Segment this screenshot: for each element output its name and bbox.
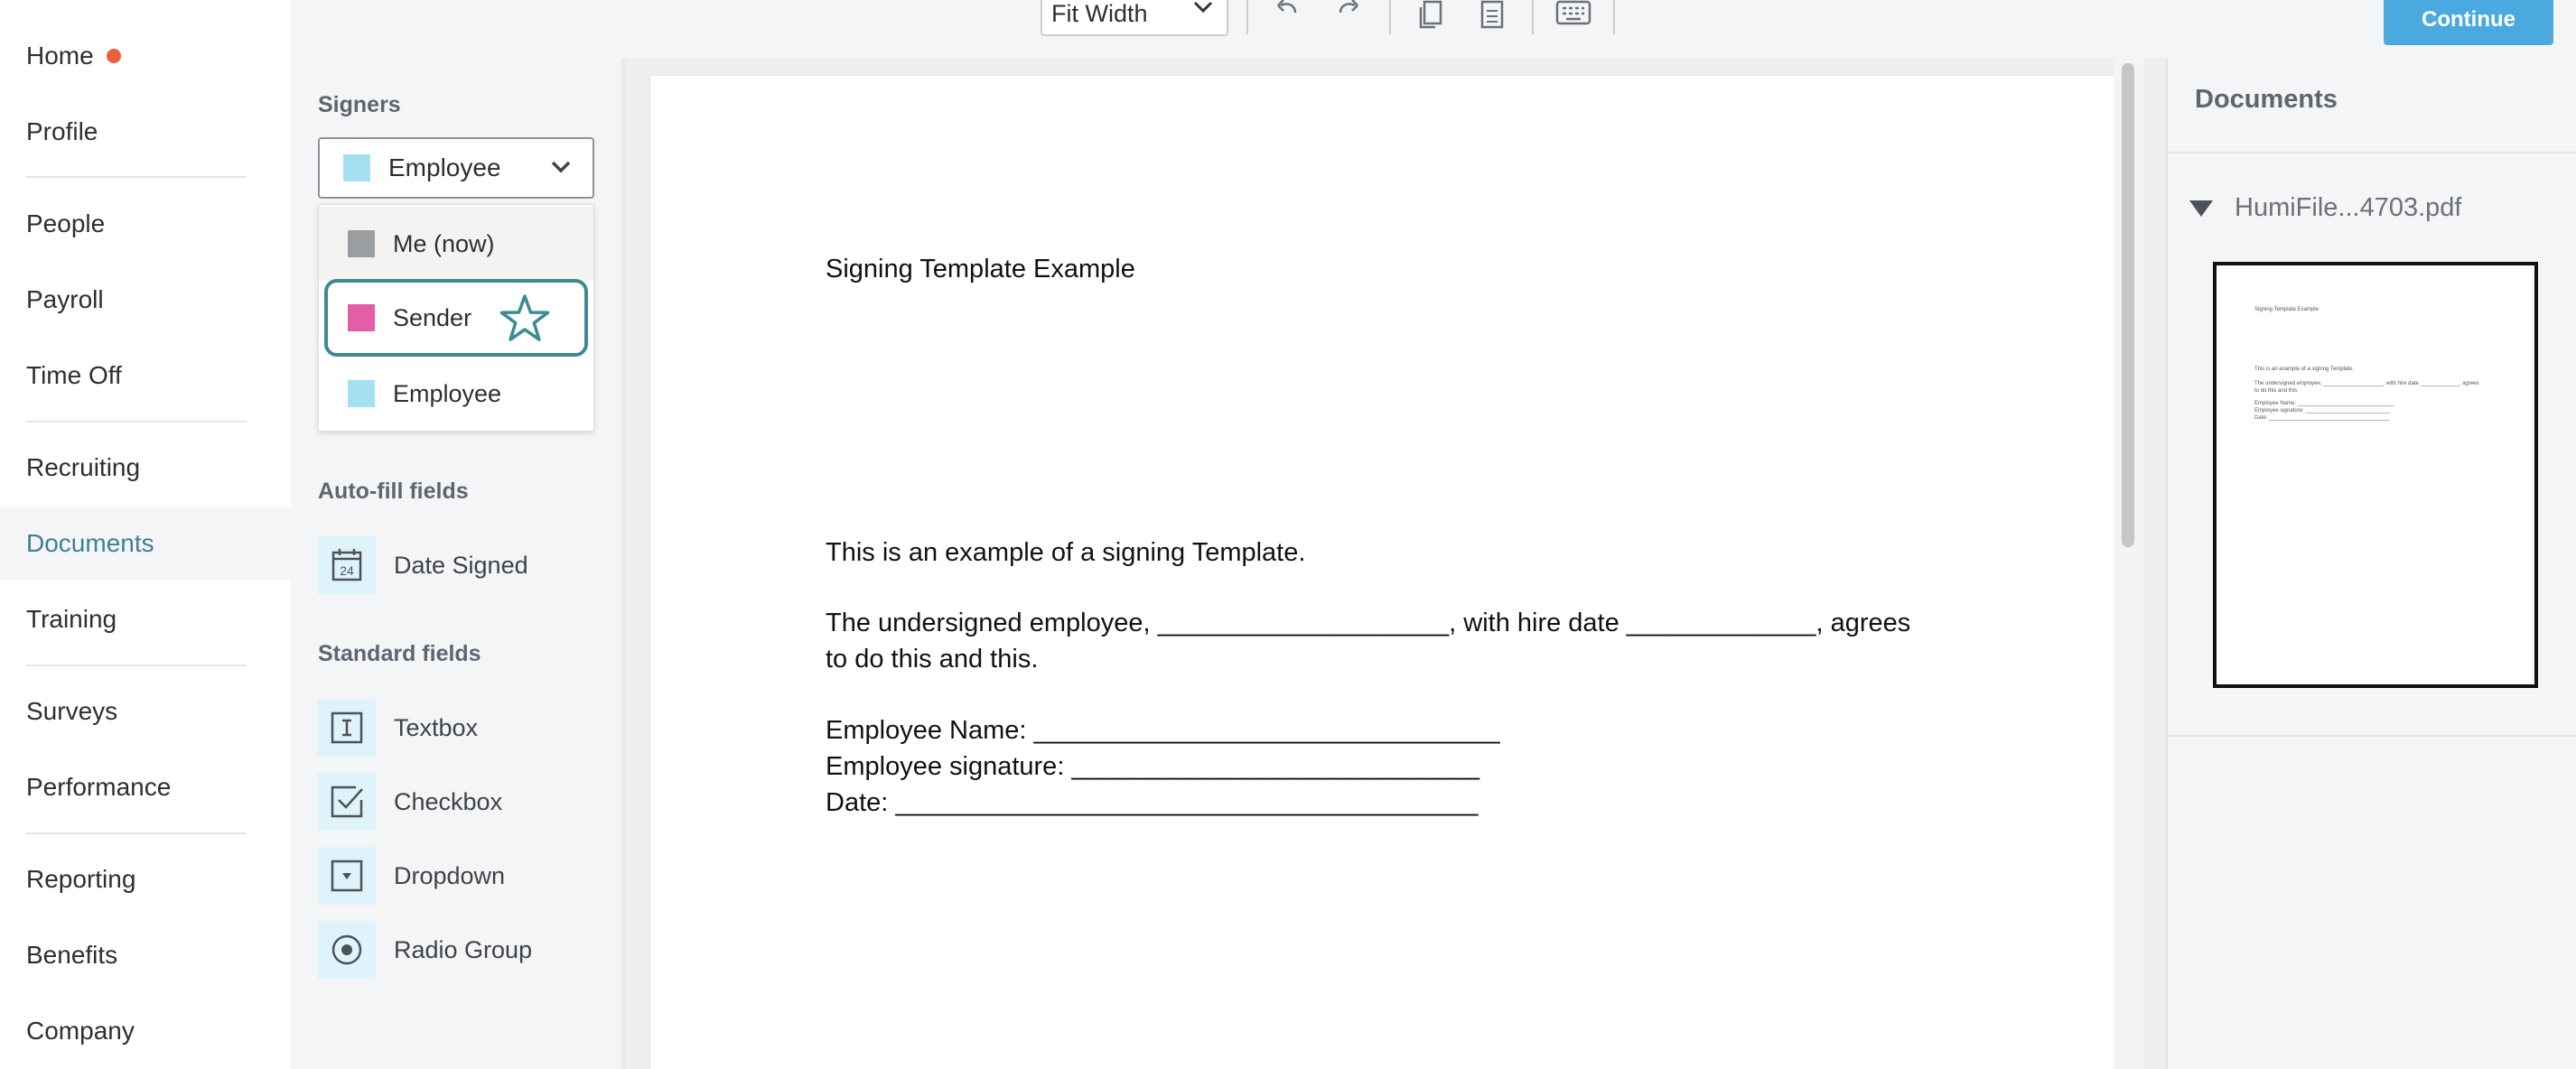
thumbnail-text: Employee Name: ________________________________ bbox=[2254, 401, 2394, 406]
signer-option-label: Sender bbox=[393, 303, 472, 331]
document-file-name: HumiFile...4703.pdf bbox=[2235, 193, 2462, 222]
nav-item-payroll[interactable] bbox=[0, 264, 291, 336]
field-date-signed[interactable] bbox=[318, 536, 528, 594]
thumbnail-text: This is an example of a signing Template. bbox=[2254, 367, 2354, 372]
thumbnail-text: to do this and this. bbox=[2254, 388, 2299, 394]
autofill-title: Auto-fill fields bbox=[318, 479, 469, 504]
document-file-toggle[interactable] bbox=[2189, 193, 2461, 223]
nav-item-label: Payroll bbox=[26, 285, 104, 313]
nav-item-label: Recruiting bbox=[26, 453, 141, 481]
nav-item-home[interactable] bbox=[0, 20, 291, 92]
nav-item-people[interactable] bbox=[0, 188, 291, 260]
chevron-down-icon bbox=[1192, 0, 1214, 14]
nav-item-profile[interactable] bbox=[0, 96, 291, 168]
panel-divider bbox=[2168, 152, 2576, 153]
signer-dropdown-menu bbox=[318, 204, 594, 432]
nav-item-documents[interactable] bbox=[0, 507, 291, 580]
copy-page-icon[interactable] bbox=[1411, 0, 1451, 29]
nav-item-label: Documents bbox=[26, 529, 154, 557]
textbox-icon bbox=[318, 699, 376, 757]
checkbox-icon bbox=[318, 773, 376, 831]
signer-color-swatch bbox=[348, 230, 375, 257]
signer-option-label: Me (now) bbox=[393, 229, 495, 257]
dropdown-icon bbox=[318, 847, 376, 905]
document-line: Date: ________________________________________ bbox=[826, 788, 1479, 817]
canvas-border bbox=[2144, 58, 2168, 1069]
document-line: Employee Name: ________________________________ bbox=[826, 716, 1500, 745]
fields-panel bbox=[291, 58, 623, 1069]
panel-divider bbox=[2168, 735, 2576, 737]
chevron-down-icon bbox=[549, 157, 573, 177]
nav-item-label: Profile bbox=[26, 117, 98, 145]
field-label: Date Signed bbox=[394, 551, 528, 579]
field-radio-group[interactable] bbox=[318, 921, 532, 979]
field-label: Radio Group bbox=[394, 935, 533, 963]
undo-icon[interactable] bbox=[1268, 0, 1308, 29]
thumbnail-text: Employee signature: ____________________________ bbox=[2254, 408, 2390, 414]
nav-item-reporting[interactable] bbox=[0, 843, 291, 916]
document-line: to do this and this. bbox=[826, 645, 1039, 674]
document-heading: Signing Template Example bbox=[826, 255, 1135, 284]
caret-down-icon bbox=[2189, 200, 2213, 217]
field-label: Checkbox bbox=[394, 787, 503, 815]
nav-item-label: Training bbox=[26, 605, 117, 633]
signer-color-swatch bbox=[348, 380, 375, 407]
calendar-day-text: 24 bbox=[340, 563, 354, 578]
document-line: Employee signature: ____________________________ bbox=[826, 752, 1480, 781]
signer-color-swatch bbox=[348, 304, 375, 331]
field-checkbox[interactable] bbox=[318, 773, 502, 831]
nav-item-recruiting[interactable] bbox=[0, 432, 291, 504]
page-icon[interactable] bbox=[1472, 0, 1512, 29]
document-line: This is an example of a signing Template. bbox=[826, 538, 1306, 567]
zoom-value: Fit Width bbox=[1051, 0, 1148, 27]
radio-icon bbox=[318, 921, 376, 979]
signer-color-swatch bbox=[343, 154, 370, 181]
field-label: Dropdown bbox=[394, 861, 506, 889]
nav-divider bbox=[26, 421, 247, 423]
signer-option-label: Employee bbox=[393, 379, 502, 407]
toolbar-separator bbox=[1246, 0, 1248, 34]
signers-title: Signers bbox=[318, 92, 401, 117]
signer-select[interactable] bbox=[318, 137, 594, 199]
toolbar-separator bbox=[1389, 0, 1391, 34]
star-icon bbox=[499, 293, 551, 342]
documents-title: Documents bbox=[2195, 85, 2338, 114]
document-thumbnail[interactable] bbox=[2213, 262, 2538, 688]
signer-option-sender[interactable] bbox=[324, 279, 588, 357]
document-page[interactable] bbox=[650, 76, 2114, 1069]
nav-divider bbox=[26, 832, 247, 834]
redo-icon[interactable] bbox=[1328, 0, 1367, 29]
nav-item-time-off[interactable] bbox=[0, 339, 291, 412]
signer-option-employee[interactable] bbox=[319, 357, 593, 431]
zoom-select[interactable] bbox=[1041, 0, 1228, 36]
nav-item-label: Surveys bbox=[26, 697, 118, 725]
nav-divider bbox=[26, 665, 247, 666]
thumbnail-text: Signing Template Example bbox=[2254, 307, 2319, 312]
nav-item-training[interactable] bbox=[0, 583, 291, 655]
nav-item-company[interactable] bbox=[0, 995, 291, 1067]
continue-button[interactable]: Continue bbox=[2384, 0, 2553, 45]
thumbnail-text: The undersigned employee, ____________________, with hire date _____________, agrees bbox=[2254, 381, 2479, 386]
document-line: The undersigned employee, ____________________, with hire date _____________, agrees bbox=[826, 609, 1911, 637]
nav-item-benefits[interactable] bbox=[0, 919, 291, 991]
field-label: Textbox bbox=[394, 713, 479, 741]
nav-item-label: Company bbox=[26, 1017, 135, 1045]
nav-item-performance[interactable] bbox=[0, 751, 291, 823]
nav-item-label: Home bbox=[26, 42, 94, 70]
toolbar-separator bbox=[1613, 0, 1615, 34]
calendar-24-icon bbox=[318, 536, 376, 594]
nav-item-label: Performance bbox=[26, 773, 172, 801]
standard-fields-title: Standard fields bbox=[318, 641, 481, 666]
notification-dot bbox=[107, 49, 121, 63]
main-nav bbox=[0, 0, 291, 1069]
panel-divider bbox=[2166, 58, 2168, 1069]
signer-option-me-now[interactable] bbox=[319, 207, 593, 281]
field-textbox[interactable] bbox=[318, 699, 478, 757]
nav-item-label: Reporting bbox=[26, 865, 136, 893]
signer-selected-label: Employee bbox=[388, 153, 501, 181]
documents-panel bbox=[2168, 58, 2576, 1069]
document-scrollbar-thumb[interactable] bbox=[2122, 63, 2134, 547]
nav-item-surveys[interactable] bbox=[0, 675, 291, 748]
field-dropdown[interactable] bbox=[318, 847, 505, 905]
thumbnail-text: Date: ________________________________________ bbox=[2254, 415, 2390, 421]
nav-item-label: People bbox=[26, 209, 106, 237]
keyboard-icon[interactable] bbox=[1554, 0, 1593, 29]
nav-item-label: Time Off bbox=[26, 361, 122, 389]
toolbar-separator bbox=[1532, 0, 1534, 34]
nav-item-label: Benefits bbox=[26, 941, 118, 969]
nav-divider bbox=[26, 176, 247, 178]
